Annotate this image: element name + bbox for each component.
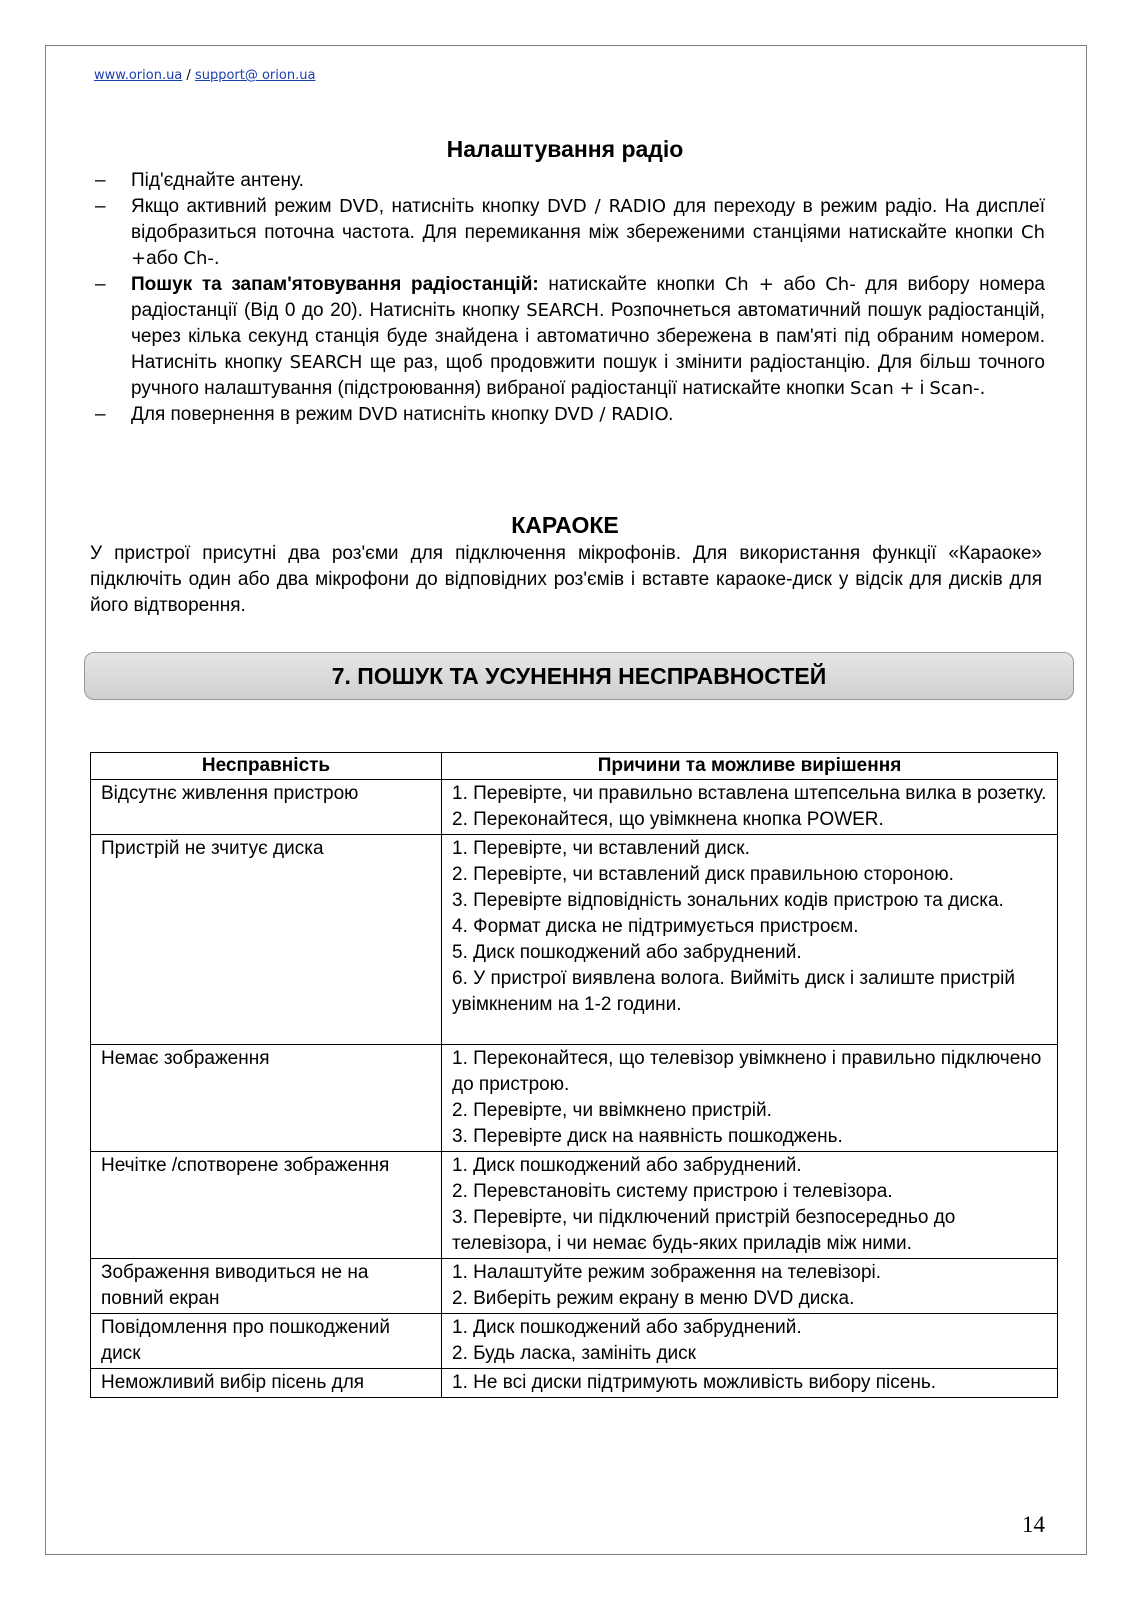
causes-cell: [442, 780, 1058, 835]
key-name: DVD / RADIO: [547, 196, 667, 217]
cause-item: 2. Перевірте, чи вставлений диск правильною стороною.: [452, 864, 954, 885]
key-name: DVD: [339, 196, 379, 217]
cause-item: 1. Не всі диски підтримують можливість вибору пісень.: [452, 1372, 936, 1393]
cause-item: 1. Диск пошкоджений або забруднений.: [452, 1317, 802, 1338]
key-name: Ch +: [131, 222, 1045, 269]
cause-item: 4. Формат диска не підтримується пристроєм.: [452, 916, 859, 937]
troubleshooting-banner: [84, 652, 1074, 700]
causes-cell: [442, 1152, 1058, 1259]
cause-item: 2. Перевстановіть систему пристрою і телевізора.: [452, 1181, 893, 1202]
page-number: 14: [1022, 1512, 1045, 1537]
cause-item: 2. Будь ласка, замініть диск: [452, 1343, 696, 1364]
key-name: DVD / RADIO.: [553, 404, 674, 425]
key-name: Scan +: [850, 378, 915, 399]
troubleshooting-table: [90, 752, 1058, 1398]
header-links: [94, 68, 315, 83]
instruction-text: і: [914, 378, 930, 399]
table-row: [91, 835, 1058, 1045]
support-email-link[interactable]: support@ orion.ua: [194, 68, 316, 83]
table-row: [91, 1045, 1058, 1152]
radio-section-title: Налаштування радіо: [446, 136, 684, 162]
cause-item: 5. Диск пошкоджений або забруднений.: [452, 942, 802, 963]
cause-item: 1. Переконайтеся, що телевізор увімкнено і правильно підключено до пристрою.: [452, 1048, 1042, 1095]
fault-cell: Неможливий вибір пісень для: [91, 1369, 442, 1398]
instruction-text: або: [773, 274, 826, 295]
website-link[interactable]: www.orion.ua: [94, 68, 183, 83]
fault-cell: Повідомлення про пошкоджений диск: [91, 1314, 442, 1369]
cause-item: 1. Налаштуйте режим зображення на телевізорі.: [452, 1262, 882, 1283]
cause-item: 1. Перевірте, чи правильно вставлена штепсельна вилка в розетку.: [452, 783, 1047, 804]
causes-cell: [442, 835, 1058, 1045]
fault-cell: Зображення виводиться не на повний екран: [91, 1259, 442, 1314]
table-row: [91, 1314, 1058, 1369]
banner-title: ПОШУК ТА УСУНЕННЯ НЕСПРАВНОСТЕЙ: [357, 662, 827, 689]
causes-cell: [442, 1314, 1058, 1369]
key-name: Ch-.: [183, 248, 220, 269]
cause-item: 1. Перевірте, чи вставлений диск.: [452, 838, 750, 859]
cause-item: 2. Перевірте, чи ввімкнено пристрій.: [452, 1100, 772, 1121]
karaoke-section-title: КАРАОКЕ: [511, 512, 619, 538]
radio-instruction-item: [95, 402, 1045, 428]
table-row: [91, 1369, 1058, 1398]
key-name: SEARCH: [289, 352, 363, 373]
banner-number: 7.: [331, 662, 351, 689]
instruction-text: натисніть кнопку: [397, 404, 554, 425]
instruction-text: Якщо активний режим: [131, 196, 340, 217]
table-row: [91, 1152, 1058, 1259]
cause-item: 6. У пристрої виявлена волога. Вийміть диск і залиште пристрій увімкненим на 1-2 години.: [452, 968, 1015, 1015]
karaoke-paragraph: У пристрої присутні два роз'єми для підключення мікрофонів. Для використання функції «Караоке» підключіть один або два мікрофони до відповідних роз'ємів і вставте караоке-диск у відсік для дисків для його відтворення.: [90, 543, 1042, 616]
instruction-bold-text: Пошук та запам'ятовування радіостанцій:: [131, 274, 539, 295]
causes-cell: [442, 1259, 1058, 1314]
fault-cell: Пристрій не зчитує диска: [91, 835, 442, 1045]
instruction-text: натискайте кнопки: [538, 274, 725, 295]
key-name: SEARCH: [526, 300, 600, 321]
table-header-row: [91, 753, 1058, 780]
instruction-text: для вибору номера радіостанції (Від 0 до 20). Натисніть кнопку: [131, 274, 1045, 321]
bullet-dash-icon: –: [95, 196, 106, 217]
fault-cell: Відсутнє живлення пристрою: [91, 780, 442, 835]
bullet-dash-icon: –: [95, 170, 106, 191]
bullet-dash-icon: –: [95, 404, 106, 425]
fault-cell: Нечітке /спотворене зображення: [91, 1152, 442, 1259]
header-fault: Несправність: [91, 753, 442, 780]
instruction-text: або: [146, 248, 184, 269]
table-row: [91, 780, 1058, 835]
cause-item: 1. Диск пошкоджений або забруднений.: [452, 1155, 802, 1176]
cause-item: 2. Виберіть режим екрану в меню DVD диска.: [452, 1288, 855, 1309]
instruction-text: , натисніть кнопку: [378, 196, 547, 217]
instruction-text: для переходу в режим радіо. На дисплеї відобразиться поточна частота. Для перемикання між збереженими станціями натискайте кнопки: [131, 196, 1046, 243]
key-name: Ch-: [825, 274, 856, 295]
radio-instruction-item: [95, 194, 1045, 272]
radio-instruction-item: [95, 272, 1045, 402]
key-name: Ch +: [724, 274, 774, 295]
header-causes: Причини та можливе вирішення: [442, 753, 1058, 780]
cause-item: 2. Переконайтеся, що увімкнена кнопка POWER.: [452, 809, 884, 830]
instruction-text: Під'єднайте антену.: [131, 170, 304, 191]
table-row: [91, 1259, 1058, 1314]
causes-cell: [442, 1369, 1058, 1398]
bullet-dash-icon: –: [95, 274, 106, 295]
radio-instruction-item: [95, 168, 1045, 194]
link-separator: /: [182, 68, 195, 83]
cause-item: 3. Перевірте диск на наявність пошкоджень.: [452, 1126, 843, 1147]
cause-item: 3. Перевірте відповідність зональних кодів пристрою та диска.: [452, 890, 1004, 911]
instruction-text: ще раз, щоб продовжити пошук і змінити радіостанцію. Для більш точного ручного налаштування (підстроювання) вибраної радіостанції натискайте кнопки: [131, 352, 1045, 399]
instruction-text: . Розпочнеться автоматичний пошук радіостанцій, через кілька секунд станція буде знайдена і автоматично збережена в пам'яті під обраним номером. Натисніть кнопку: [131, 300, 1045, 373]
key-name: DVD: [357, 404, 398, 425]
radio-instructions-list: [95, 168, 1045, 428]
instruction-text: Для повернення в режим: [131, 404, 358, 425]
cause-item: 3. Перевірте, чи підключений пристрій безпосередньо до телевізора, і чи немає будь-яких приладів між ними.: [452, 1207, 956, 1254]
causes-cell: [442, 1045, 1058, 1152]
fault-cell: Немає зображення: [91, 1045, 442, 1152]
key-name: Scan-.: [929, 378, 986, 399]
